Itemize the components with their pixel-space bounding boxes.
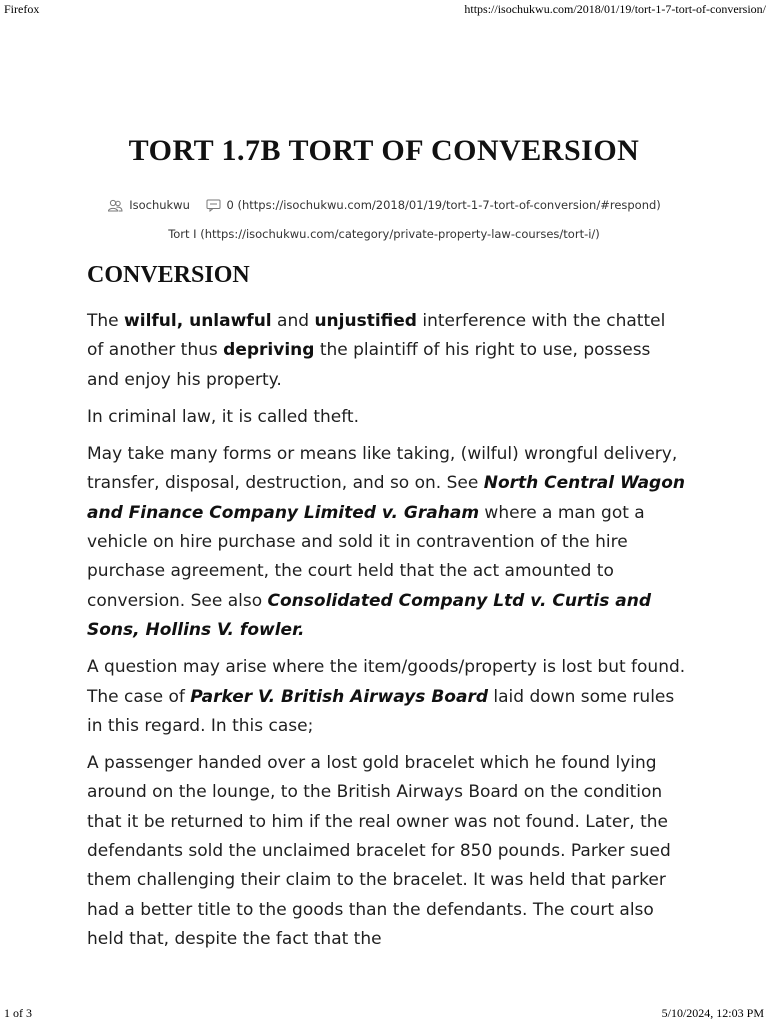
category-meta xyxy=(0,227,768,241)
case-citation: Parker V. British Airways Board xyxy=(190,686,489,707)
case-citation: North Central Wagon and Finance Company Limited v. Graham xyxy=(87,473,686,523)
post-meta xyxy=(0,198,768,215)
user-icon xyxy=(107,199,123,212)
article-body xyxy=(87,307,687,962)
paragraph-forms: May take many forms or means like taking, (wilful) wrongful delivery, transfer, disposal, destruction, and so on. See North Central Wagon and Finance Company Limited v. Graham where a man got a vehicle on hire purchase and sold it in contravention of the hire purchase agreement, the court held that the act amounted to conversion. See also Consolidated Company Ltd v. Curtis and Sons, Hollins V. fowler. xyxy=(87,444,686,640)
category-link[interactable]: Tort I (https://isochukwu.com/category/private-property-law-courses/tort-i/) xyxy=(168,227,600,241)
page-url: https://isochukwu.com/2018/01/19/tort-1-7-tort-of-conversion/ xyxy=(464,2,766,16)
author-meta xyxy=(107,198,190,212)
author-link[interactable]: Isochukwu xyxy=(129,198,190,212)
comments-link[interactable]: 0 (https://isochukwu.com/2018/01/19/tort-1-7-tort-of-conversion/#respond) xyxy=(226,198,661,212)
browser-name: Firefox xyxy=(4,2,40,16)
case-citation: Consolidated Company Ltd v. Curtis and Sons, Hollins V. fowler. xyxy=(87,590,652,640)
page-title: TORT 1.7B TORT OF CONVERSION xyxy=(128,134,640,167)
paragraph-definition: The wilful, unlawful and unjustified interference with the chattel of another thus depriving the plaintiff of his right to use, possess and enjoy his property. xyxy=(87,311,666,390)
paragraph-criminal-law: In criminal law, it is called theft. xyxy=(87,406,359,427)
paragraph-lost-found: A question may arise where the item/goods/property is lost but found. The case of Parker V. British Airways Board laid down some rules in this regard. In this case; xyxy=(87,657,686,736)
comment-icon xyxy=(206,199,221,212)
print-header xyxy=(0,2,768,18)
print-datetime: 5/10/2024, 12:03 PM xyxy=(661,1006,764,1020)
print-footer xyxy=(0,1006,768,1022)
paragraph-case-facts: A passenger handed over a lost gold bracelet which he found lying around on the lounge, to the British Airways Board on the condition that it be returned to him if the real owner was not found. Later, the defendants sold the unclaimed bracelet for 850 pounds. Parker sued them challenging their claim to the bracelet. It was held that parker had a better title to the goods than the defendants. The court also held that, despite the fact that the xyxy=(87,753,671,949)
page-number: 1 of 3 xyxy=(4,1006,32,1020)
section-heading: CONVERSION xyxy=(87,262,250,288)
comments-meta xyxy=(206,198,661,212)
